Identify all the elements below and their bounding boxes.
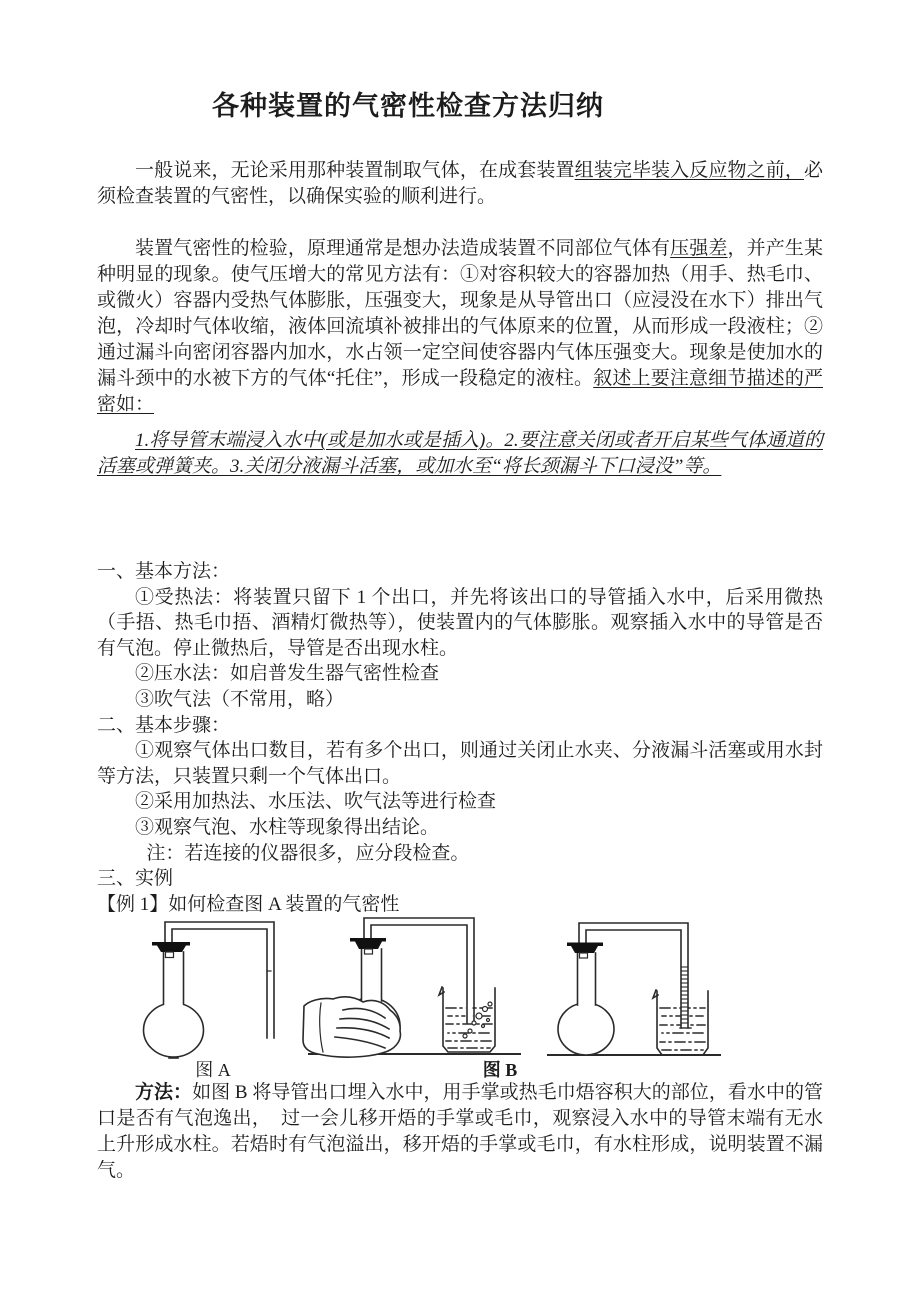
- outline-line: 一、基本方法：: [97, 561, 231, 582]
- outline-line: ③观察气泡、水柱等现象得出结论。: [135, 816, 440, 838]
- hand-drawing: [303, 997, 400, 1057]
- figure-b-label: 图 B: [482, 1060, 518, 1080]
- paragraph-principle: [97, 236, 823, 418]
- text-segment: 压强差: [670, 238, 728, 259]
- outline-line: 三、实例: [97, 868, 174, 890]
- text-segment: 装置气密性的检验，原理通常是想办法造成装置不同部位气体有: [135, 238, 671, 259]
- text-segment: 组装完毕装入反应物之前，: [574, 160, 804, 181]
- outline-line: ①受热法：将装置只留下 1 个出口，并先将该出口的导管插入水中，后采用微热（手捂、热毛巾捂、酒精灯微热等），使装置内的气体膨胀。观察插入水中的导管是否有气泡。停止微热后，导管是否出现水柱。: [97, 586, 823, 659]
- text-segment: 叙述上要注意细节描述的严密如：: [97, 368, 823, 415]
- text-segment: 必须检查装置的气密性，以确保实验的顺利进行。: [97, 160, 823, 207]
- figure-c-flask-water-column-drawing: [548, 923, 720, 1055]
- paragraph-cautions: [97, 428, 823, 480]
- outline-line: ②采用加热法、水压法、吹气法等进行检查: [135, 791, 497, 813]
- outline-section: [97, 559, 823, 917]
- text-segment: 如图 B 将导管出口埋入水中，用手掌或热毛巾焐容积大的部位，看水中的管口是否有气泡逸出， 过一会儿移开焐的手掌或毛巾，观察浸入水中的导管末端有无水上升形成水柱。若焐时有气泡溢出，移开焐的手掌或毛巾，有水柱形成，说明装置不漏气。: [97, 1082, 823, 1181]
- text-segment: 1.将导管末端浸入水中(或是加水或是插入)。2.要注意关闭或者开启某些气体通道的活塞或弹簧夹。3.关闭分液漏斗活塞，或加水至“将长颈漏斗下口浸没”等。: [97, 430, 823, 477]
- text-segment: 一般说来，无论采用那种装置制取气体，在成套装置: [135, 160, 575, 181]
- apparatus-figures: [97, 905, 823, 1075]
- page-title: 各种装置的气密性检查方法归纳: [212, 91, 604, 121]
- paragraph-intro: [97, 158, 823, 210]
- outline-line: ①观察气体出口数目，若有多个出口，则通过关闭止水夹、分液漏斗活塞或用水封等方法，只装置只剩一个气体出口。: [97, 740, 823, 787]
- figure-b-hand-flask-beaker-drawing: [303, 918, 520, 1057]
- outline-line: 注：若连接的仪器很多，应分段检查。: [146, 842, 470, 864]
- outline-line: 二、基本步骤：: [97, 714, 231, 736]
- figure-a-flask-drawing: [144, 922, 275, 1058]
- figure-a-label: 图 A: [195, 1060, 231, 1080]
- text-segment: ，并产生某种明显的现象。使气压增大的常见方法有：①对容积较大的容器加热（用手、热毛巾、或微火）容器内受热气体膨胀，压强变大，现象是从导管出口（应浸没在水下）排出气泡，冷却时气体收缩，液体回流填补被排出的气体原来的位置，从而形成一段液柱；②通过漏斗向密闭容器内加水，水占领一定空间使容器内气体压强变大。现象是使加水的漏斗颈中的水被下方的气体“托住”，形成一段稳定的液柱。: [97, 238, 823, 389]
- text-segment: 方法：: [135, 1082, 193, 1103]
- outline-line: ②压水法：如启普发生器气密性检查: [135, 663, 440, 685]
- outline-line: ③吹气法（不常用，略）: [135, 688, 345, 710]
- outline-line: 【例 1】如何检查图 A 装置的气密性: [97, 893, 400, 915]
- paragraph-method: [97, 1080, 823, 1184]
